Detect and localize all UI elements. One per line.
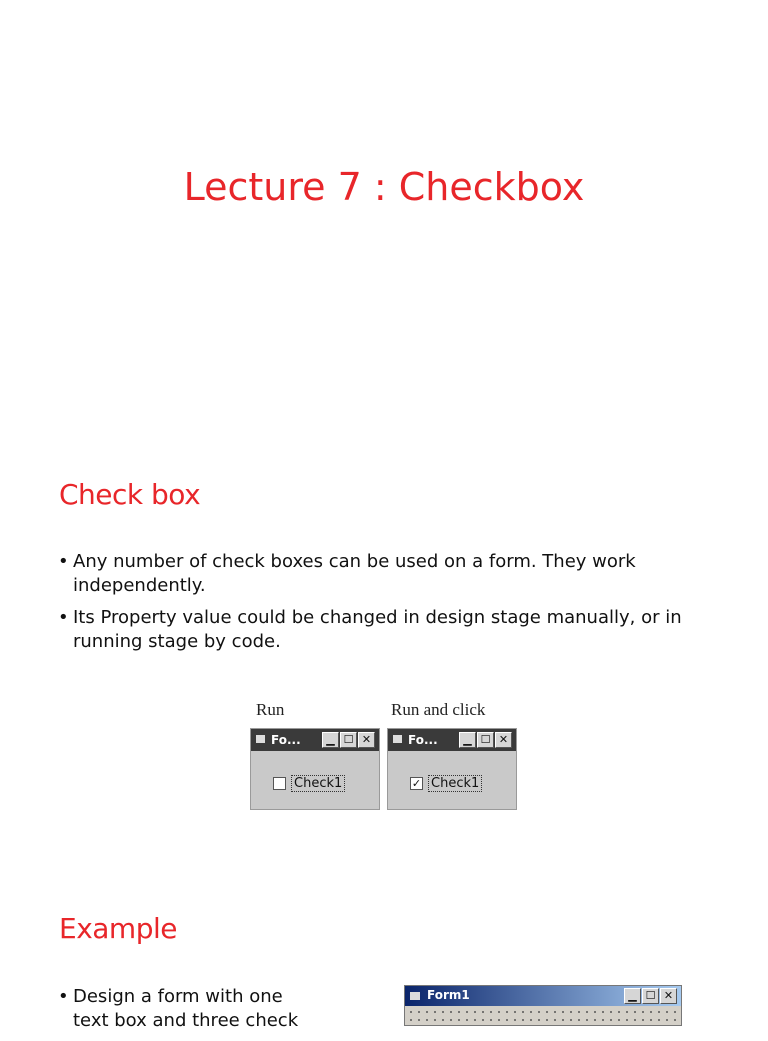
bullet-item: • Its Property value could be changed in design stage manually, or in running stage by code. [56, 606, 696, 654]
mini-form-titlebar [388, 729, 516, 751]
checkbox-checked-icon: ✓ [411, 777, 422, 790]
mini-form-titlebar [251, 729, 379, 751]
form1-design-grid [405, 1006, 681, 1025]
close-icon: ✕ [660, 988, 677, 1004]
slide-title: Lecture 7 : Checkbox [183, 165, 585, 209]
section-heading-check-box: Check box [59, 478, 201, 511]
run-and-click-panel [387, 700, 517, 810]
checkbox-demo-figure [250, 700, 520, 810]
form-icon [256, 735, 265, 743]
section-heading-example: Example [59, 912, 177, 945]
bullet-item: • Design a form with one text box and three check [56, 985, 316, 1033]
bullet-item: • Any number of check boxes can be used on a form. They work independently. [56, 550, 696, 598]
window-buttons [624, 988, 677, 1004]
window-buttons [459, 732, 512, 748]
maximize-icon: ☐ [642, 988, 659, 1004]
window-title: Fo... [408, 733, 438, 747]
close-icon: ✕ [358, 732, 375, 748]
title-slide [0, 0, 768, 434]
close-icon: ✕ [495, 732, 512, 748]
minimize-icon: ▁ [624, 988, 641, 1004]
minimize-icon: ▁ [459, 732, 476, 748]
form-icon [393, 735, 402, 743]
maximize-icon: ☐ [477, 732, 494, 748]
mini-form-window [250, 728, 380, 810]
checkbox-control [273, 775, 345, 792]
window-title: Fo... [271, 733, 301, 747]
panel-caption: Run [256, 700, 285, 719]
form1-window [404, 985, 682, 1026]
form1-titlebar [405, 986, 681, 1006]
check-box-bullet-list [56, 550, 696, 662]
minimize-icon: ▁ [322, 732, 339, 748]
checkbox-unchecked-icon [273, 777, 286, 790]
window-buttons [322, 732, 375, 748]
checkbox-label: Check1 [291, 775, 345, 792]
maximize-icon: ☐ [340, 732, 357, 748]
checkbox-label: Check1 [428, 775, 482, 792]
panel-caption: Run and click [391, 700, 486, 719]
window-title: Form1 [427, 988, 470, 1002]
mini-form-window [387, 728, 517, 810]
example-bullet-list [56, 985, 316, 1041]
form-icon [410, 992, 420, 1000]
checkbox-control [410, 775, 482, 792]
run-panel [250, 700, 380, 810]
